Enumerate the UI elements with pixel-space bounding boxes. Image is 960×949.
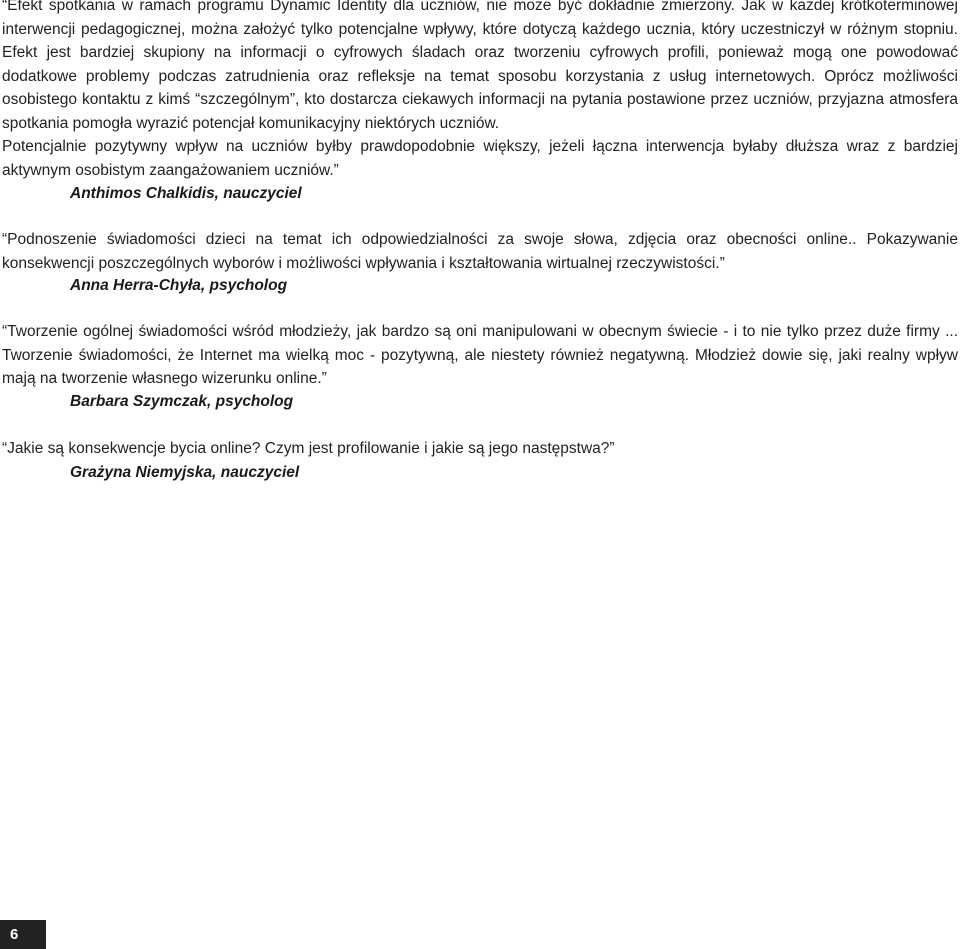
quote-4-author: Grażyna Niemyjska, nauczyciel <box>70 464 300 481</box>
quote-3 <box>2 320 958 391</box>
quote-2-author: Anna Herra-Chyła, psycholog <box>70 277 288 294</box>
quote-1-paragraph-1: “Efekt spotkania w ramach programu Dynamic Identity dla uczniów, nie może być dokładnie zmierzony. Jak w każdej krótkoterminowej interwencji pedagogicznej, można założyć tylko potencjalne wpływy, które dotyczą każdego ucznia, który uczestniczył w różnym stopniu. Efekt jest bardziej skupiony na informacji o cyfrowych śladach oraz tworzeniu cyfrowych profili, ponieważ mogą one powodować dodatkowe problemy podczas zatrudnienia oraz refleksje na temat sposobu korzystania z usług internetowych. Oprócz możliwości osobistego kontaktu z kimś “szczególnym”, kto dostarcza ciekawych informacji na pytania postawione przez uczniów, przyjazna atmosfera spotkania pomogła wyrazić potencjał komunikacyjny niektórych uczniów. <box>2 0 958 132</box>
quote-1-paragraph-2: Potencjalnie pozytywny wpływ na uczniów byłby prawdopodobnie większy, jeżeli łączna interwencja byłaby dłuższa wraz z bardziej aktywnym osobistym zaangażowaniem uczniów.” <box>2 138 958 179</box>
quote-4-paragraph-1: “Jakie są konsekwencje bycia online? Czym jest profilowanie i jakie są jego następstwa?” <box>2 440 615 457</box>
quote-2-paragraph-1: “Podnoszenie świadomości dzieci na temat ich odpowiedzialności za swoje słowa, zdjęcia oraz obecności online.. Pokazywanie konsekwencji poszczególnych wyborów i możliwości wpływania i kształtowania wirtualnej rzeczywistości.” <box>2 231 958 272</box>
quote-2 <box>2 228 958 275</box>
quote-4 <box>2 437 958 461</box>
quote-1-author: Anthimos Chalkidis, nauczyciel <box>70 185 302 202</box>
page-number: 6 <box>0 920 46 949</box>
quote-1 <box>2 0 958 182</box>
quote-3-paragraph-1: “Tworzenie ogólnej świadomości wśród młodzieży, jak bardzo są oni manipulowani w obecnym świecie - i to nie tylko przez duże firmy ... Tworzenie świadomości, że Internet ma wielką moc - pozytywną, ale niestety również negatywną. Młodzież dowie się, jaki realny wpływ mają na tworzenie własnego wizerunku online.” <box>2 323 958 387</box>
quote-3-author: Barbara Szymczak, psycholog <box>70 393 294 410</box>
